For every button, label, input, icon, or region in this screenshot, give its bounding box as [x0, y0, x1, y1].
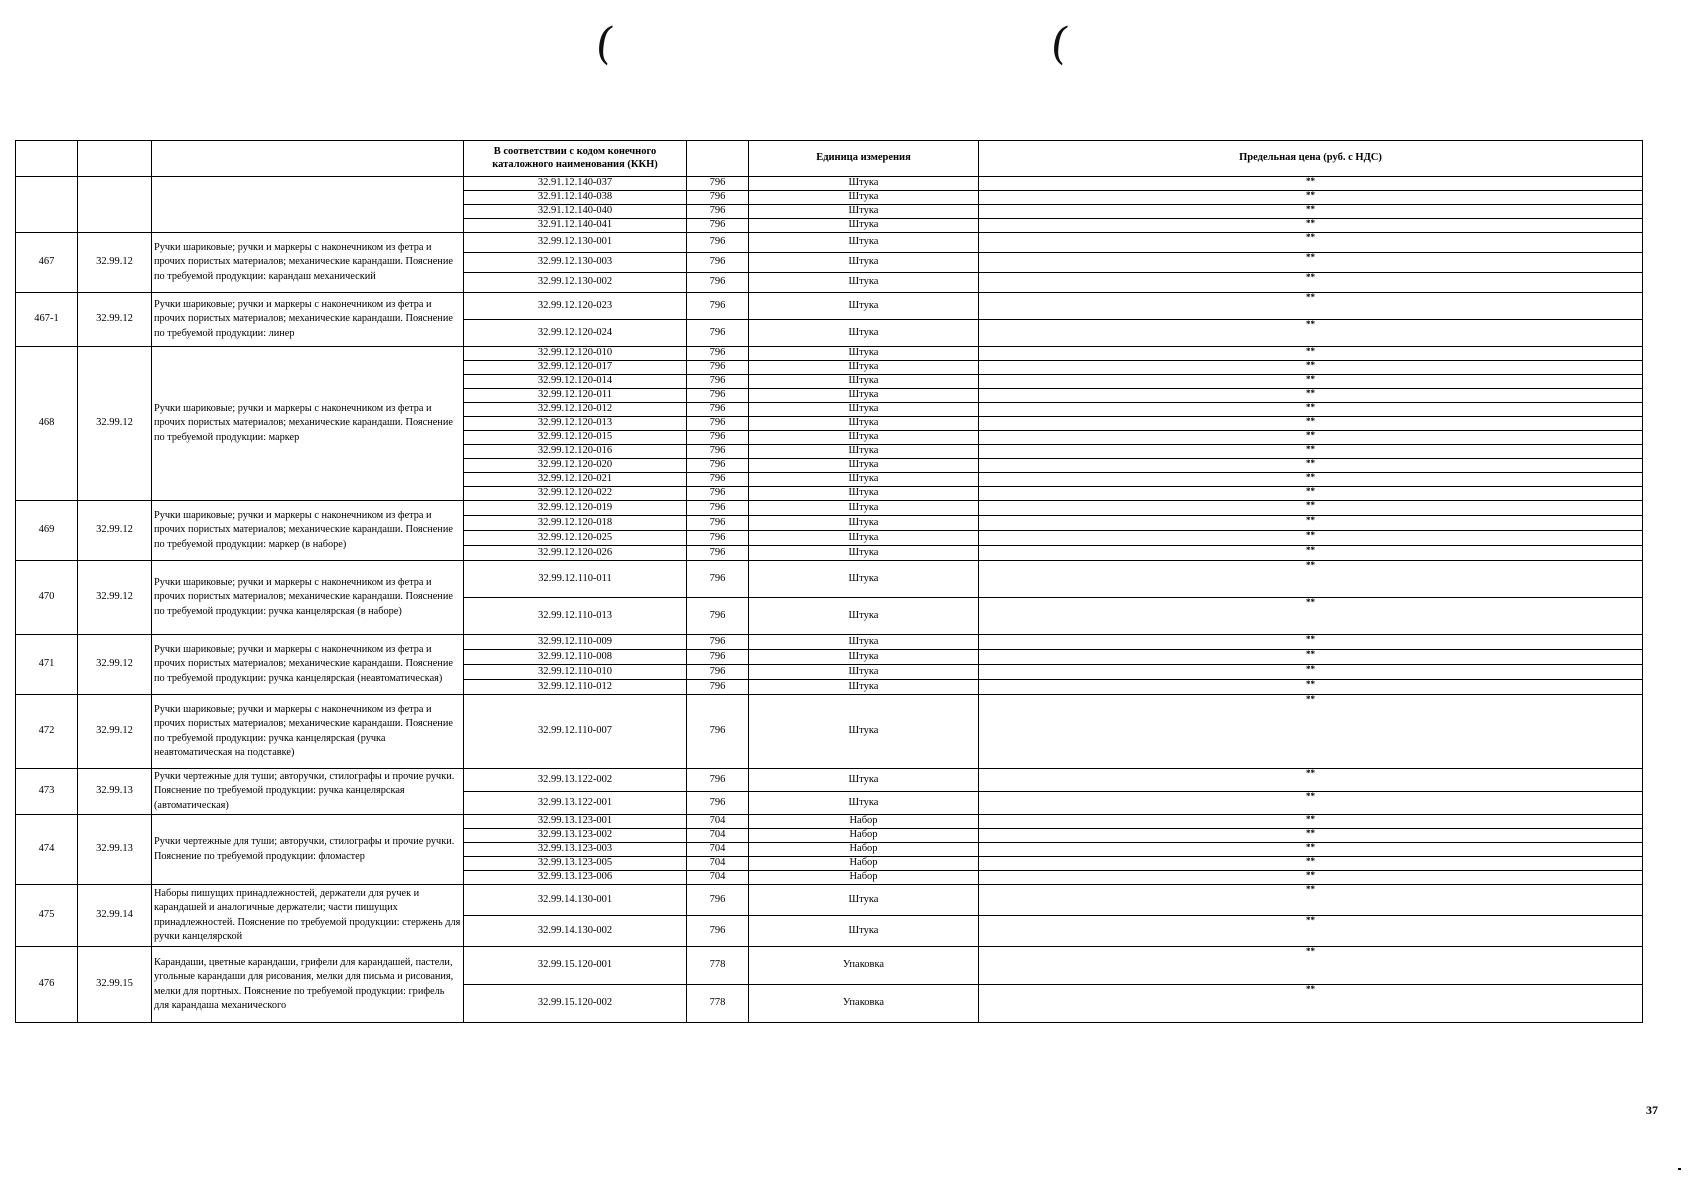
- okei-code: 796: [687, 253, 749, 273]
- unit-name: Набор: [749, 829, 979, 843]
- okei-code: 796: [687, 650, 749, 665]
- unit-name: Штука: [749, 501, 979, 516]
- price-table: [15, 140, 1643, 1023]
- kkn-code: 32.91.12.140-040: [464, 205, 687, 219]
- row-number: 474: [16, 815, 78, 885]
- kkn-code: 32.99.12.120-025: [464, 531, 687, 546]
- okei-code: 796: [687, 205, 749, 219]
- price-value: **: [979, 695, 1643, 769]
- unit-name: Набор: [749, 871, 979, 885]
- product-description: Ручки шариковые; ручки и маркеры с наконечником из фетра и прочих пористых материалов; механические карандаши. Пояснение по требуемой продукции: ручка канцелярская (ручка неавтоматическая на подставке): [152, 695, 464, 769]
- kkn-code: 32.99.12.120-021: [464, 473, 687, 487]
- kkn-code: 32.91.12.140-041: [464, 219, 687, 233]
- price-value: **: [979, 253, 1643, 273]
- price-value: **: [979, 417, 1643, 431]
- kkn-code: 32.99.12.120-019: [464, 501, 687, 516]
- kkn-code: 32.99.15.120-002: [464, 985, 687, 1023]
- table-row: [16, 947, 1643, 985]
- unit-name: Штука: [749, 320, 979, 347]
- okei-code: 796: [687, 531, 749, 546]
- kkn-code: 32.99.12.120-018: [464, 516, 687, 531]
- table-row: [16, 501, 1643, 516]
- row-number: 476: [16, 947, 78, 1023]
- kkn-code: 32.99.12.120-012: [464, 403, 687, 417]
- okei-code: 796: [687, 792, 749, 815]
- okpd-code: 32.99.13: [78, 815, 152, 885]
- price-value: **: [979, 985, 1643, 1023]
- okpd-code: 32.99.14: [78, 885, 152, 947]
- unit-name: Штука: [749, 516, 979, 531]
- price-value: **: [979, 473, 1643, 487]
- okei-code: 704: [687, 871, 749, 885]
- unit-name: Штука: [749, 695, 979, 769]
- unit-name: Штука: [749, 191, 979, 205]
- kkn-code: 32.99.12.120-022: [464, 487, 687, 501]
- kkn-code: 32.99.12.110-008: [464, 650, 687, 665]
- okei-code: 796: [687, 680, 749, 695]
- price-value: **: [979, 546, 1643, 561]
- table-row: [16, 233, 1643, 253]
- unit-name: Набор: [749, 815, 979, 829]
- okei-code: 796: [687, 473, 749, 487]
- scan-mark-left: (: [592, 17, 617, 70]
- price-value: **: [979, 857, 1643, 871]
- kkn-code: 32.99.12.120-020: [464, 459, 687, 473]
- okei-code: 704: [687, 857, 749, 871]
- table-row: [16, 177, 1643, 191]
- row-number: 471: [16, 635, 78, 695]
- kkn-code: 32.99.13.122-001: [464, 792, 687, 815]
- okpd-code: 32.99.12: [78, 293, 152, 347]
- table-row: [16, 769, 1643, 792]
- kkn-code: 32.99.12.120-026: [464, 546, 687, 561]
- kkn-code: 32.99.12.120-011: [464, 389, 687, 403]
- unit-name: Штука: [749, 177, 979, 191]
- unit-name: Штука: [749, 253, 979, 273]
- okpd-code: 32.99.12: [78, 233, 152, 293]
- price-value: **: [979, 320, 1643, 347]
- kkn-code: 32.99.13.123-003: [464, 843, 687, 857]
- okei-code: 796: [687, 769, 749, 792]
- kkn-code: 32.99.13.123-002: [464, 829, 687, 843]
- okpd-code: 32.99.13: [78, 769, 152, 815]
- table-row: [16, 347, 1643, 361]
- price-value: **: [979, 769, 1643, 792]
- unit-name: Штука: [749, 916, 979, 947]
- okei-code: 796: [687, 561, 749, 598]
- table-body: [16, 141, 1643, 1023]
- table-row: [16, 885, 1643, 916]
- unit-name: Набор: [749, 843, 979, 857]
- row-number: 469: [16, 501, 78, 561]
- okei-code: 796: [687, 885, 749, 916]
- unit-name: Упаковка: [749, 947, 979, 985]
- okpd-code: 32.99.12: [78, 501, 152, 561]
- okei-code: 796: [687, 417, 749, 431]
- okpd-code: 32.99.12: [78, 635, 152, 695]
- price-value: **: [979, 219, 1643, 233]
- table-row: [16, 695, 1643, 769]
- unit-name: Штука: [749, 487, 979, 501]
- unit-name: Упаковка: [749, 985, 979, 1023]
- header-cell-no: [16, 141, 78, 177]
- product-description: Карандаши, цветные карандаши, грифели для карандашей, пастели, угольные карандаши для рисования, мелки для письма и рисования, мелки для портных. Пояснение по требуемой продукции: грифель для карандаша механического: [152, 947, 464, 1023]
- product-description: [152, 177, 464, 233]
- unit-name: Штука: [749, 885, 979, 916]
- price-value: **: [979, 273, 1643, 293]
- kkn-code: 32.99.13.123-005: [464, 857, 687, 871]
- okpd-code: 32.99.12: [78, 561, 152, 635]
- kkn-code: 32.99.13.123-006: [464, 871, 687, 885]
- unit-name: Штука: [749, 361, 979, 375]
- unit-name: Штука: [749, 417, 979, 431]
- okei-code: 796: [687, 320, 749, 347]
- table-row: [16, 293, 1643, 320]
- okei-code: 796: [687, 273, 749, 293]
- price-value: **: [979, 916, 1643, 947]
- kkn-code: 32.99.12.120-015: [464, 431, 687, 445]
- price-value: **: [979, 792, 1643, 815]
- product-description: Ручки шариковые; ручки и маркеры с наконечником из фетра и прочих пористых материалов; механические карандаши. Пояснение по требуемой продукции: ручка канцелярская (неавтоматическая): [152, 635, 464, 695]
- kkn-code: 32.99.12.120-023: [464, 293, 687, 320]
- price-value: **: [979, 431, 1643, 445]
- okei-code: 796: [687, 546, 749, 561]
- okpd-code: [78, 177, 152, 233]
- unit-name: Штука: [749, 598, 979, 635]
- kkn-code: 32.99.12.110-013: [464, 598, 687, 635]
- price-value: **: [979, 293, 1643, 320]
- okei-code: 796: [687, 516, 749, 531]
- kkn-code: 32.99.12.120-014: [464, 375, 687, 389]
- price-value: **: [979, 361, 1643, 375]
- product-description: Ручки чертежные для туши; авторучки, стилографы и прочие ручки. Пояснение по требуемой продукции: фломастер: [152, 815, 464, 885]
- price-value: **: [979, 531, 1643, 546]
- price-value: **: [979, 347, 1643, 361]
- page-number: 37: [1646, 1103, 1658, 1117]
- header-row: [16, 141, 1643, 177]
- okei-code: 796: [687, 347, 749, 361]
- unit-name: Штука: [749, 389, 979, 403]
- kkn-code: 32.99.12.120-010: [464, 347, 687, 361]
- kkn-code: 32.99.14.130-002: [464, 916, 687, 947]
- unit-name: Штука: [749, 473, 979, 487]
- kkn-code: 32.99.12.130-003: [464, 253, 687, 273]
- unit-name: Штука: [749, 233, 979, 253]
- product-description: Ручки шариковые; ручки и маркеры с наконечником из фетра и прочих пористых материалов; механические карандаши. Пояснение по требуемой продукции: карандаш механический: [152, 233, 464, 293]
- okei-code: 778: [687, 985, 749, 1023]
- unit-name: Штука: [749, 769, 979, 792]
- unit-name: Штука: [749, 792, 979, 815]
- kkn-code: 32.99.12.110-010: [464, 665, 687, 680]
- price-value: **: [979, 871, 1643, 885]
- unit-name: Набор: [749, 857, 979, 871]
- price-value: **: [979, 843, 1643, 857]
- kkn-code: 32.99.12.120-016: [464, 445, 687, 459]
- price-value: **: [979, 205, 1643, 219]
- price-value: **: [979, 680, 1643, 695]
- price-value: **: [979, 635, 1643, 650]
- row-number: 473: [16, 769, 78, 815]
- unit-name: Штука: [749, 403, 979, 417]
- row-number: 470: [16, 561, 78, 635]
- row-number: 475: [16, 885, 78, 947]
- price-value: **: [979, 487, 1643, 501]
- unit-name: Штука: [749, 635, 979, 650]
- row-number: 467-1: [16, 293, 78, 347]
- okei-code: 796: [687, 177, 749, 191]
- price-value: **: [979, 389, 1643, 403]
- okei-code: 778: [687, 947, 749, 985]
- unit-name: Штука: [749, 375, 979, 389]
- okei-code: 796: [687, 293, 749, 320]
- okei-code: 796: [687, 445, 749, 459]
- okei-code: 796: [687, 501, 749, 516]
- kkn-code: 32.91.12.140-038: [464, 191, 687, 205]
- okei-code: 796: [687, 431, 749, 445]
- product-description: Ручки шариковые; ручки и маркеры с наконечником из фетра и прочих пористых материалов; механические карандаши. Пояснение по требуемой продукции: линер: [152, 293, 464, 347]
- okei-code: 796: [687, 375, 749, 389]
- unit-name: Штука: [749, 650, 979, 665]
- header-cell-okei: [687, 141, 749, 177]
- row-number: 472: [16, 695, 78, 769]
- okei-code: 796: [687, 635, 749, 650]
- price-value: **: [979, 561, 1643, 598]
- okpd-code: 32.99.15: [78, 947, 152, 1023]
- okei-code: 796: [687, 487, 749, 501]
- okei-code: 796: [687, 219, 749, 233]
- unit-name: Штука: [749, 680, 979, 695]
- product-description: Ручки чертежные для туши; авторучки, стилографы и прочие ручки. Пояснение по требуемой продукции: ручка канцелярская (автоматическая): [152, 769, 464, 815]
- unit-name: Штука: [749, 347, 979, 361]
- price-value: **: [979, 233, 1643, 253]
- row-number: 468: [16, 347, 78, 501]
- kkn-code: 32.99.15.120-001: [464, 947, 687, 985]
- kkn-code: 32.99.12.110-011: [464, 561, 687, 598]
- okei-code: 796: [687, 598, 749, 635]
- table-row: [16, 635, 1643, 650]
- unit-name: Штука: [749, 459, 979, 473]
- okei-code: 796: [687, 916, 749, 947]
- okei-code: 796: [687, 695, 749, 769]
- okei-code: 796: [687, 389, 749, 403]
- unit-name: Штука: [749, 546, 979, 561]
- okei-code: 796: [687, 361, 749, 375]
- price-value: **: [979, 445, 1643, 459]
- okei-code: 796: [687, 665, 749, 680]
- kkn-code: 32.99.13.122-002: [464, 769, 687, 792]
- unit-name: Штука: [749, 531, 979, 546]
- price-value: **: [979, 829, 1643, 843]
- kkn-code: 32.99.14.130-001: [464, 885, 687, 916]
- unit-name: Штука: [749, 561, 979, 598]
- kkn-code: 32.99.12.120-024: [464, 320, 687, 347]
- table-row: [16, 561, 1643, 598]
- okei-code: 796: [687, 233, 749, 253]
- price-value: **: [979, 650, 1643, 665]
- price-value: **: [979, 815, 1643, 829]
- okpd-code: 32.99.12: [78, 695, 152, 769]
- kkn-code: 32.99.12.130-002: [464, 273, 687, 293]
- header-price: Предельная цена (руб. с НДС): [979, 141, 1643, 177]
- scan-dash-mark: [1678, 1168, 1681, 1170]
- product-description: Наборы пишущих принадлежностей, держатели для ручек и карандашей и аналогичные держатели; части пишущих принадлежностей. Пояснение по требуемой продукции: стержень для ручки канцелярской: [152, 885, 464, 947]
- header-cell-desc: [152, 141, 464, 177]
- unit-name: Штука: [749, 205, 979, 219]
- product-description: Ручки шариковые; ручки и маркеры с наконечником из фетра и прочих пористых материалов; механические карандаши. Пояснение по требуемой продукции: маркер (в наборе): [152, 501, 464, 561]
- price-value: **: [979, 665, 1643, 680]
- kkn-code: 32.99.12.120-013: [464, 417, 687, 431]
- price-value: **: [979, 177, 1643, 191]
- product-description: Ручки шариковые; ручки и маркеры с наконечником из фетра и прочих пористых материалов; механические карандаши. Пояснение по требуемой продукции: маркер: [152, 347, 464, 501]
- okei-code: 796: [687, 191, 749, 205]
- kkn-code: 32.99.12.110-012: [464, 680, 687, 695]
- unit-name: Штука: [749, 293, 979, 320]
- table-row: [16, 815, 1643, 829]
- product-description: Ручки шариковые; ручки и маркеры с наконечником из фетра и прочих пористых материалов; механические карандаши. Пояснение по требуемой продукции: ручка канцелярская (в наборе): [152, 561, 464, 635]
- okei-code: 704: [687, 843, 749, 857]
- price-value: **: [979, 459, 1643, 473]
- price-value: **: [979, 947, 1643, 985]
- kkn-code: 32.99.12.110-009: [464, 635, 687, 650]
- price-value: **: [979, 598, 1643, 635]
- row-number: [16, 177, 78, 233]
- price-value: **: [979, 516, 1643, 531]
- price-value: **: [979, 403, 1643, 417]
- price-value: **: [979, 191, 1643, 205]
- header-kkn-code: В соответствии с кодом конечного каталожного наименования (ККН): [464, 141, 687, 177]
- kkn-code: 32.99.12.130-001: [464, 233, 687, 253]
- unit-name: Штука: [749, 665, 979, 680]
- okei-code: 796: [687, 403, 749, 417]
- price-value: **: [979, 375, 1643, 389]
- okei-code: 704: [687, 815, 749, 829]
- kkn-code: 32.99.13.123-001: [464, 815, 687, 829]
- okei-code: 704: [687, 829, 749, 843]
- unit-name: Штука: [749, 445, 979, 459]
- header-cell-okpd: [78, 141, 152, 177]
- unit-name: Штука: [749, 431, 979, 445]
- okei-code: 796: [687, 459, 749, 473]
- kkn-code: 32.99.12.120-017: [464, 361, 687, 375]
- unit-name: Штука: [749, 219, 979, 233]
- row-number: 467: [16, 233, 78, 293]
- okpd-code: 32.99.12: [78, 347, 152, 501]
- price-value: **: [979, 501, 1643, 516]
- header-unit: Единица измерения: [749, 141, 979, 177]
- kkn-code: 32.99.12.110-007: [464, 695, 687, 769]
- unit-name: Штука: [749, 273, 979, 293]
- scan-mark-right: (: [1047, 17, 1072, 70]
- kkn-code: 32.91.12.140-037: [464, 177, 687, 191]
- price-value: **: [979, 885, 1643, 916]
